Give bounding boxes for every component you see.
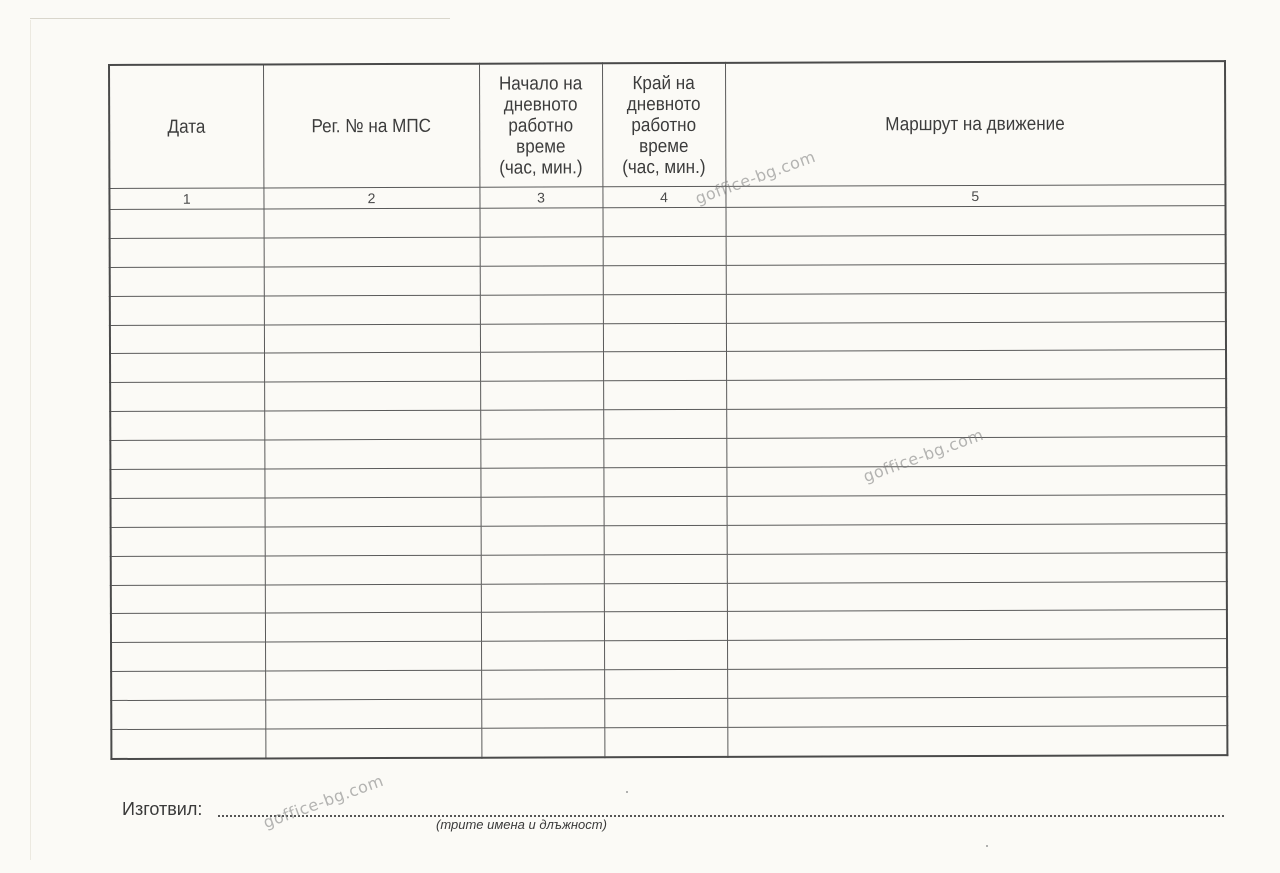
table-row (111, 581, 1227, 614)
header-line: дневното (626, 93, 701, 115)
table-cell[interactable] (480, 294, 603, 323)
table-cell[interactable] (111, 527, 265, 556)
table-cell[interactable] (604, 583, 727, 612)
table-row (111, 697, 1227, 730)
table-cell[interactable] (604, 670, 727, 699)
table-cell[interactable] (481, 526, 604, 555)
table-cell[interactable] (481, 554, 604, 583)
header-line: работно (508, 114, 574, 137)
table-row (110, 234, 1226, 267)
table-cell[interactable] (265, 613, 481, 643)
table-cell[interactable] (480, 381, 603, 410)
table-cell[interactable] (110, 382, 264, 411)
column-number: 3 (479, 187, 602, 208)
watermark: goffice-bg.com (860, 424, 987, 487)
table-row (110, 321, 1226, 354)
header-line: време (639, 135, 689, 157)
header-line: Край на (632, 72, 695, 94)
table-cell[interactable] (110, 353, 264, 382)
table-cell[interactable] (603, 323, 726, 352)
table-cell[interactable] (265, 670, 481, 700)
header-line: Начало на (498, 72, 583, 95)
table-cell[interactable] (111, 613, 265, 642)
table-cell[interactable] (264, 353, 480, 383)
table-cell[interactable] (727, 726, 1227, 757)
table-cell[interactable] (603, 265, 726, 294)
table-cell[interactable] (264, 237, 480, 267)
table-cell[interactable] (726, 234, 1226, 265)
table-row (110, 466, 1226, 499)
log-table (108, 60, 1228, 760)
table-cell[interactable] (603, 207, 726, 236)
table-cell[interactable] (603, 236, 726, 265)
table-cell[interactable] (727, 581, 1227, 612)
table-cell[interactable] (110, 209, 264, 238)
table-cell[interactable] (110, 238, 264, 267)
signature-hint: (трите имена и длъжност) (436, 817, 607, 832)
signature-label: Изготвил: (122, 799, 203, 819)
column-number: 1 (109, 188, 263, 210)
table-cell[interactable] (481, 583, 604, 612)
column-header-reg-number: Рег. № на МПС (274, 64, 469, 188)
table-cell[interactable] (603, 438, 726, 467)
table-cell[interactable] (727, 523, 1227, 554)
table-row (110, 292, 1226, 325)
table-cell[interactable] (727, 610, 1227, 641)
table-cell[interactable] (604, 698, 727, 727)
table-cell[interactable] (265, 642, 481, 672)
table-cell[interactable] (481, 670, 604, 699)
table-cell[interactable] (264, 439, 480, 469)
page-edge (30, 18, 450, 19)
table-cell[interactable] (111, 585, 265, 614)
column-number: 2 (263, 187, 479, 209)
table-cell[interactable] (111, 729, 265, 759)
table-cell[interactable] (264, 324, 480, 354)
table-row (111, 523, 1227, 556)
table-cell[interactable] (726, 206, 1226, 237)
table-cell[interactable] (480, 352, 603, 381)
table-cell[interactable] (604, 554, 727, 583)
header-line: работно (631, 114, 697, 136)
table-row (110, 437, 1226, 470)
table-cell[interactable] (110, 325, 264, 354)
table-row (111, 552, 1227, 585)
table-row (111, 610, 1227, 643)
column-header-start-time (485, 63, 596, 187)
watermark: goffice-bg.com (260, 770, 387, 833)
table-row (111, 726, 1227, 759)
table-cell[interactable] (265, 526, 481, 556)
table-cell[interactable] (481, 641, 604, 670)
table-cell[interactable] (603, 352, 726, 381)
column-number: 5 (725, 185, 1225, 208)
signature-line[interactable] (218, 815, 1224, 817)
table-cell[interactable] (604, 612, 727, 641)
table-cell[interactable] (110, 411, 264, 440)
table-cell[interactable] (111, 498, 265, 527)
table-cell[interactable] (480, 439, 603, 468)
header-row (109, 61, 1225, 188)
header-line: (час, мин.) (499, 156, 583, 179)
table-cell[interactable] (481, 497, 604, 526)
column-header-date: Дата (117, 64, 256, 188)
table-row (110, 408, 1226, 441)
header-line: дневното (503, 93, 578, 116)
paper-speck (626, 791, 628, 793)
table-cell[interactable] (604, 525, 727, 554)
table-cell[interactable] (603, 294, 726, 323)
table-cell[interactable] (480, 237, 603, 266)
table-cell[interactable] (265, 699, 481, 729)
table-cell[interactable] (480, 208, 603, 237)
table-cell[interactable] (264, 382, 480, 412)
page-edge-shadow (30, 20, 31, 860)
table-cell[interactable] (480, 410, 603, 439)
table-cell[interactable] (110, 440, 264, 469)
table-cell[interactable] (726, 321, 1226, 352)
paper-speck (986, 845, 988, 847)
table-cell[interactable] (727, 697, 1227, 728)
header-line: (час, мин.) (622, 156, 706, 178)
table-cell[interactable] (111, 556, 265, 585)
table-cell[interactable] (265, 728, 481, 758)
table-cell[interactable] (481, 728, 604, 758)
table-row (111, 495, 1227, 528)
header-line: време (516, 135, 566, 158)
table-cell[interactable] (265, 497, 481, 527)
table-row (111, 639, 1227, 672)
entry-rows (110, 206, 1228, 759)
table-cell[interactable] (111, 642, 265, 671)
table-cell[interactable] (604, 641, 727, 670)
table-cell[interactable] (264, 295, 480, 325)
table-cell[interactable] (726, 263, 1226, 294)
table-cell[interactable] (480, 468, 603, 497)
table-cell[interactable] (726, 292, 1226, 323)
table-cell[interactable] (726, 466, 1226, 497)
table-cell[interactable] (603, 381, 726, 410)
table-cell[interactable] (727, 668, 1227, 699)
table-cell[interactable] (265, 555, 481, 585)
log-form (108, 60, 1226, 772)
table-cell[interactable] (111, 671, 265, 700)
table-cell[interactable] (110, 469, 264, 498)
table-cell[interactable] (727, 495, 1227, 526)
column-header-end-time (608, 63, 719, 187)
table-cell[interactable] (264, 266, 480, 296)
table-cell[interactable] (604, 727, 727, 757)
table-cell[interactable] (726, 379, 1226, 410)
table-cell[interactable] (264, 208, 480, 238)
table-cell[interactable] (727, 552, 1227, 583)
table-cell[interactable] (727, 639, 1227, 670)
table-cell[interactable] (110, 267, 264, 296)
table-cell[interactable] (111, 700, 265, 729)
table-cell[interactable] (265, 584, 481, 614)
table-row (110, 379, 1226, 412)
table-cell[interactable] (481, 699, 604, 728)
table-cell[interactable] (604, 496, 727, 525)
table-row (110, 206, 1226, 239)
table-cell[interactable] (264, 468, 480, 498)
watermark: goffice-bg.com (692, 146, 819, 209)
table-cell[interactable] (480, 266, 603, 295)
table-cell[interactable] (110, 296, 264, 325)
table-row (111, 668, 1227, 701)
column-number: 4 (602, 186, 725, 207)
table-cell[interactable] (603, 410, 726, 439)
column-header-route: Маршрут на движение (750, 61, 1200, 186)
table-row (110, 263, 1226, 296)
table-cell[interactable] (480, 323, 603, 352)
table-cell[interactable] (481, 612, 604, 641)
table-cell[interactable] (603, 467, 726, 496)
table-cell[interactable] (264, 410, 480, 440)
table-cell[interactable] (726, 350, 1226, 381)
table-row (110, 350, 1226, 383)
